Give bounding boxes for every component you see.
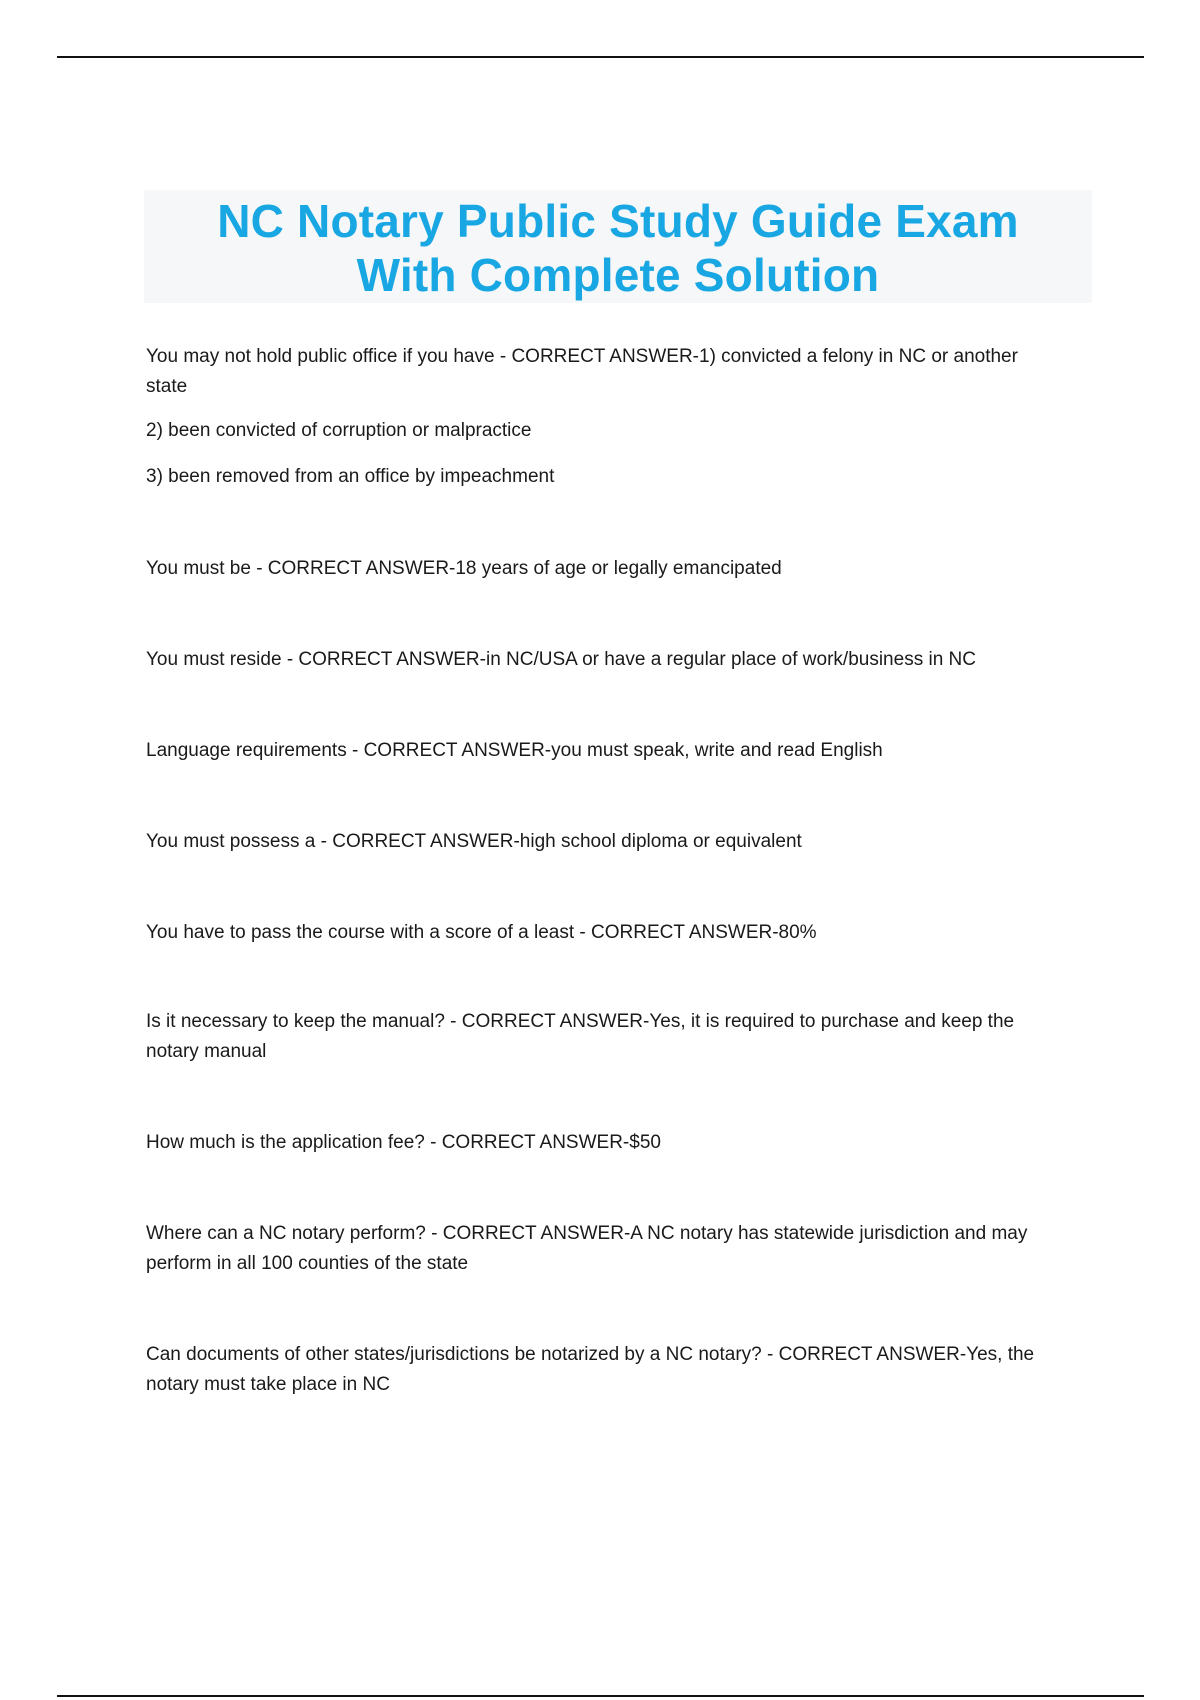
qa-text: You may not hold public office if you have - CORRECT ANSWER-1) convicted a felony in NC or another — [146, 346, 1018, 367]
qa-item-3 — [146, 645, 1076, 675]
title-banner — [144, 190, 1092, 303]
qa-item-8 — [146, 1128, 1076, 1158]
document-title-line-1: NC Notary Public Study Guide Exam — [217, 195, 1019, 247]
footer-rule — [57, 1695, 1144, 1697]
qa-text: How much is the application fee? - CORRECT ANSWER-$50 — [146, 1132, 661, 1153]
qa-item-4 — [146, 736, 1076, 766]
qa-text: You must be - CORRECT ANSWER-18 years of age or legally emancipated — [146, 558, 782, 579]
qa-item-7 — [146, 1007, 1076, 1067]
qa-item-5 — [146, 827, 1076, 857]
qa-text-continued: state — [146, 376, 188, 397]
qa-extra-line: 2) been convicted of corruption or malpractice — [146, 420, 532, 441]
qa-text-continued: notary must take place in NC — [146, 1374, 390, 1395]
qa-item-10 — [146, 1340, 1076, 1400]
header-rule — [57, 56, 1144, 58]
qa-text: You must possess a - CORRECT ANSWER-high school diploma or equivalent — [146, 831, 802, 852]
document-title-line-2: With Complete Solution — [356, 249, 880, 301]
qa-text: Can documents of other states/jurisdictions be notarized by a NC notary? - CORRECT ANSWER-Yes, the — [146, 1344, 1035, 1365]
qa-text: You have to pass the course with a score of a least - CORRECT ANSWER-80% — [146, 922, 817, 943]
qa-text-continued: notary manual — [146, 1041, 267, 1062]
qa-item-6 — [146, 918, 1076, 948]
qa-text: Where can a NC notary perform? - CORRECT ANSWER-A NC notary has statewide jurisdiction and may — [146, 1223, 1028, 1244]
qa-extra-line: 3) been removed from an office by impeachment — [146, 466, 555, 487]
qa-item-9 — [146, 1219, 1076, 1279]
qa-text: Language requirements - CORRECT ANSWER-you must speak, write and read English — [146, 740, 883, 761]
qa-text-continued: perform in all 100 counties of the state — [146, 1253, 469, 1274]
qa-text: Is it necessary to keep the manual? - CORRECT ANSWER-Yes, it is required to purchase and keep the — [146, 1011, 1015, 1032]
qa-text: You must reside - CORRECT ANSWER-in NC/USA or have a regular place of work/business in NC — [146, 649, 976, 670]
qa-item-1 — [146, 342, 1076, 492]
qa-item-2 — [146, 554, 1076, 584]
